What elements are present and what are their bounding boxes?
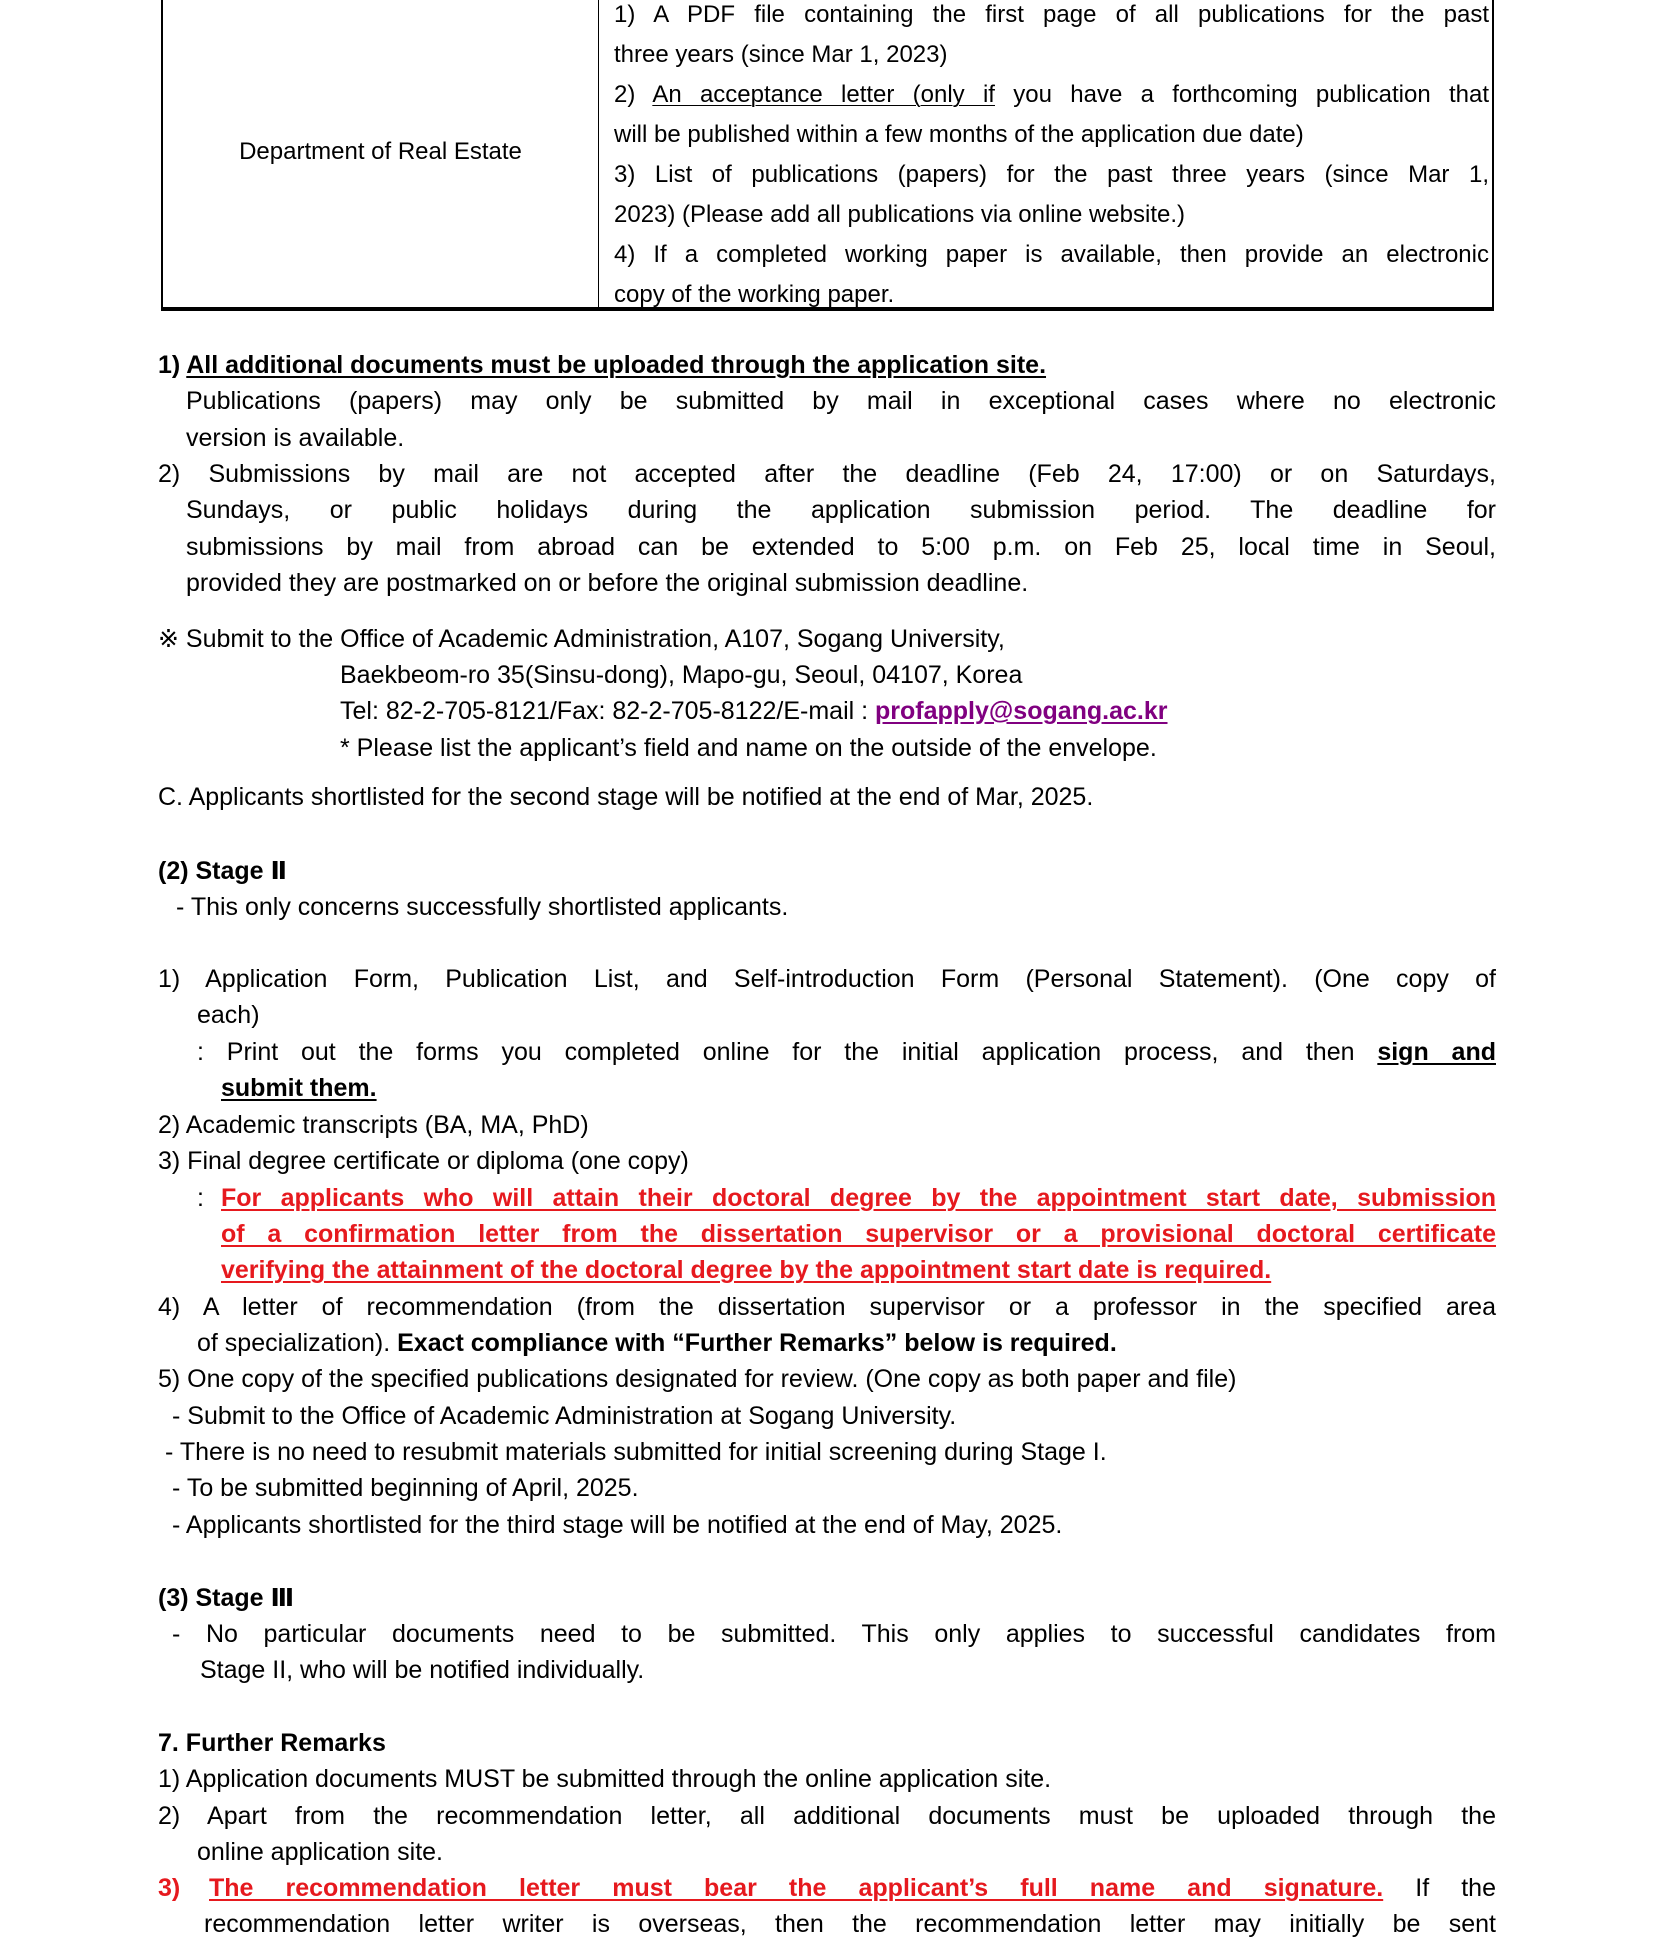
stage2-item-1-line-2: each) bbox=[197, 1001, 260, 1029]
remarks-item-2-line-2: online application site. bbox=[197, 1838, 443, 1866]
stage1-notice: C. Applicants shortlisted for the second stage will be notified at the end of Mar, 2025. bbox=[158, 783, 1094, 811]
stage2-item-1-note bbox=[197, 1037, 1496, 1067]
stage2-heading-number: (2) bbox=[158, 857, 196, 885]
requirement-3-line-1: 3) List of publications (papers) for the past three years (since Mar 1, bbox=[614, 161, 1489, 188]
requirement-2-line-1 bbox=[614, 80, 1489, 110]
requirement-2-underlined: An acceptance letter (only if bbox=[652, 81, 995, 108]
remarks-item-3-text: If the bbox=[1383, 1874, 1496, 1902]
stage2-item-3: 3) Final degree certificate or diploma (one copy) bbox=[158, 1147, 689, 1175]
stage2-item-1-line-1: 1) Application Form, Publication List, and Self-introduction Form (Personal Statement). (One copy of bbox=[158, 965, 1496, 993]
department-cell bbox=[163, 0, 598, 307]
stage2-item-4-text: of specialization). bbox=[197, 1329, 398, 1357]
stage3-line-2: Stage II, who will be notified individually. bbox=[200, 1656, 645, 1684]
remarks-item-1: 1) Application documents MUST be submitted through the online application site. bbox=[158, 1765, 1052, 1793]
requirement-4-line-2: copy of the working paper. bbox=[614, 281, 895, 308]
stage2-item-4-line-1: 4) A letter of recommendation (from the dissertation supervisor or a professor in the specified area bbox=[158, 1293, 1496, 1321]
note-2-line-3: submissions by mail from abroad can be extended to 5:00 p.m. on Feb 25, local time in Seoul, bbox=[186, 533, 1496, 561]
stage2-intro: - This only concerns successfully shortlisted applicants. bbox=[176, 893, 789, 921]
note-2-line-4: provided they are postmarked on or before the original submission deadline. bbox=[186, 569, 1029, 597]
remarks-heading: 7. Further Remarks bbox=[158, 1729, 386, 1757]
requirement-1-line-2: three years (since Mar 1, 2023) bbox=[614, 41, 948, 68]
stage2-item-3-note-colon: : bbox=[197, 1184, 204, 1212]
note-1-heading bbox=[158, 350, 1046, 380]
note-2-line-2: Sundays, or public holidays during the application submission period. The deadline for bbox=[186, 496, 1496, 524]
stage2-item-5: 5) One copy of the specified publications designated for review. (One copy as both paper and file) bbox=[158, 1365, 1237, 1393]
stage2-heading-text: Stage Ⅱ bbox=[195, 857, 287, 885]
department-name: Department of Real Estate bbox=[239, 137, 522, 165]
stage2-bullet-2: - There is no need to resubmit materials submitted for initial screening during Stage I. bbox=[165, 1438, 1107, 1466]
stage2-item-3-note-line-3: verifying the attainment of the doctoral degree by the appointment start date is required. bbox=[221, 1256, 1272, 1284]
address-line-2: Baekbeom-ro 35(Sinsu-dong), Mapo-gu, Seoul, 04107, Korea bbox=[340, 661, 1023, 689]
address-contact-line bbox=[340, 696, 1168, 726]
note-2-line-1: 2) Submissions by mail are not accepted after the deadline (Feb 24, 17:00) or on Saturdays, bbox=[158, 460, 1496, 488]
stage2-heading bbox=[158, 856, 287, 886]
note-1-line-2: version is available. bbox=[186, 424, 405, 452]
address-line-1: ※ Submit to the Office of Academic Administration, A107, Sogang University, bbox=[158, 625, 1005, 653]
contact-phone-fax: Tel: 82-2-705-8121/Fax: 82-2-705-8122/E-mail : bbox=[340, 697, 876, 725]
table-column-divider bbox=[598, 0, 599, 307]
remarks-item-2-line-1: 2) Apart from the recommendation letter, all additional documents must be uploaded through the bbox=[158, 1802, 1496, 1830]
stage2-bullet-3: - To be submitted beginning of April, 2025. bbox=[172, 1474, 639, 1502]
stage2-item-3-note-line-2: of a confirmation letter from the dissertation supervisor or a provisional doctoral certificate bbox=[221, 1220, 1496, 1248]
note-1-heading-text: All additional documents must be uploaded through the application site. bbox=[186, 351, 1047, 379]
email-link[interactable]: profapply@sogang.ac.kr bbox=[875, 697, 1168, 725]
requirement-2-number: 2) bbox=[614, 81, 653, 108]
requirement-4-line-1: 4) If a completed working paper is available, then provide an electronic bbox=[614, 241, 1489, 268]
remarks-item-3-emphasis: The recommendation letter must bear the applicant’s full name and signature. bbox=[209, 1874, 1384, 1902]
stage3-heading-text: Stage Ⅲ bbox=[195, 1584, 295, 1612]
note-1-line-1: Publications (papers) may only be submitted by mail in exceptional cases where no electronic bbox=[186, 387, 1496, 415]
requirement-1-line-1: 1) A PDF file containing the first page of all publications for the past bbox=[614, 1, 1489, 28]
requirement-2-line-2: will be published within a few months of the application due date) bbox=[614, 121, 1304, 148]
remarks-item-3-line-1 bbox=[209, 1873, 1496, 1903]
stage2-item-2: 2) Academic transcripts (BA, MA, PhD) bbox=[158, 1111, 589, 1139]
stage2-item-3-note-line-1: For applicants who will attain their doctoral degree by the appointment start date, submission bbox=[221, 1184, 1496, 1212]
requirements-table bbox=[161, 0, 1494, 311]
stage3-heading bbox=[158, 1583, 294, 1613]
stage2-item-4-emphasis: Exact compliance with “Further Remarks” below is required. bbox=[397, 1329, 1117, 1357]
stage2-item-4-line-2 bbox=[197, 1328, 1117, 1358]
remarks-item-3-number: 3) bbox=[158, 1874, 181, 1902]
address-envelope-note: * Please list the applicant’s field and name on the outside of the envelope. bbox=[340, 734, 1157, 762]
stage3-line-1: - No particular documents need to be submitted. This only applies to successful candidates from bbox=[172, 1620, 1496, 1648]
stage3-heading-number: (3) bbox=[158, 1584, 196, 1612]
note-1-number: 1) bbox=[158, 351, 187, 379]
remarks-item-3-line-2: recommendation letter writer is overseas, then the recommendation letter may initially be sent bbox=[204, 1910, 1496, 1938]
stage2-bullet-1: - Submit to the Office of Academic Administration at Sogang University. bbox=[172, 1402, 957, 1430]
requirement-2-rest: you have a forthcoming publication that bbox=[994, 81, 1490, 108]
stage2-item-1-note-text: : Print out the forms you completed online for the initial application process, and then bbox=[197, 1038, 1378, 1066]
stage2-item-1-note-emphasis: sign and bbox=[1377, 1038, 1496, 1066]
stage2-bullet-4: - Applicants shortlisted for the third stage will be notified at the end of May, 2025. bbox=[172, 1511, 1063, 1539]
requirement-3-line-2: 2023) (Please add all publications via online website.) bbox=[614, 201, 1186, 228]
stage2-item-1-note-emphasis-2: submit them. bbox=[221, 1074, 377, 1102]
